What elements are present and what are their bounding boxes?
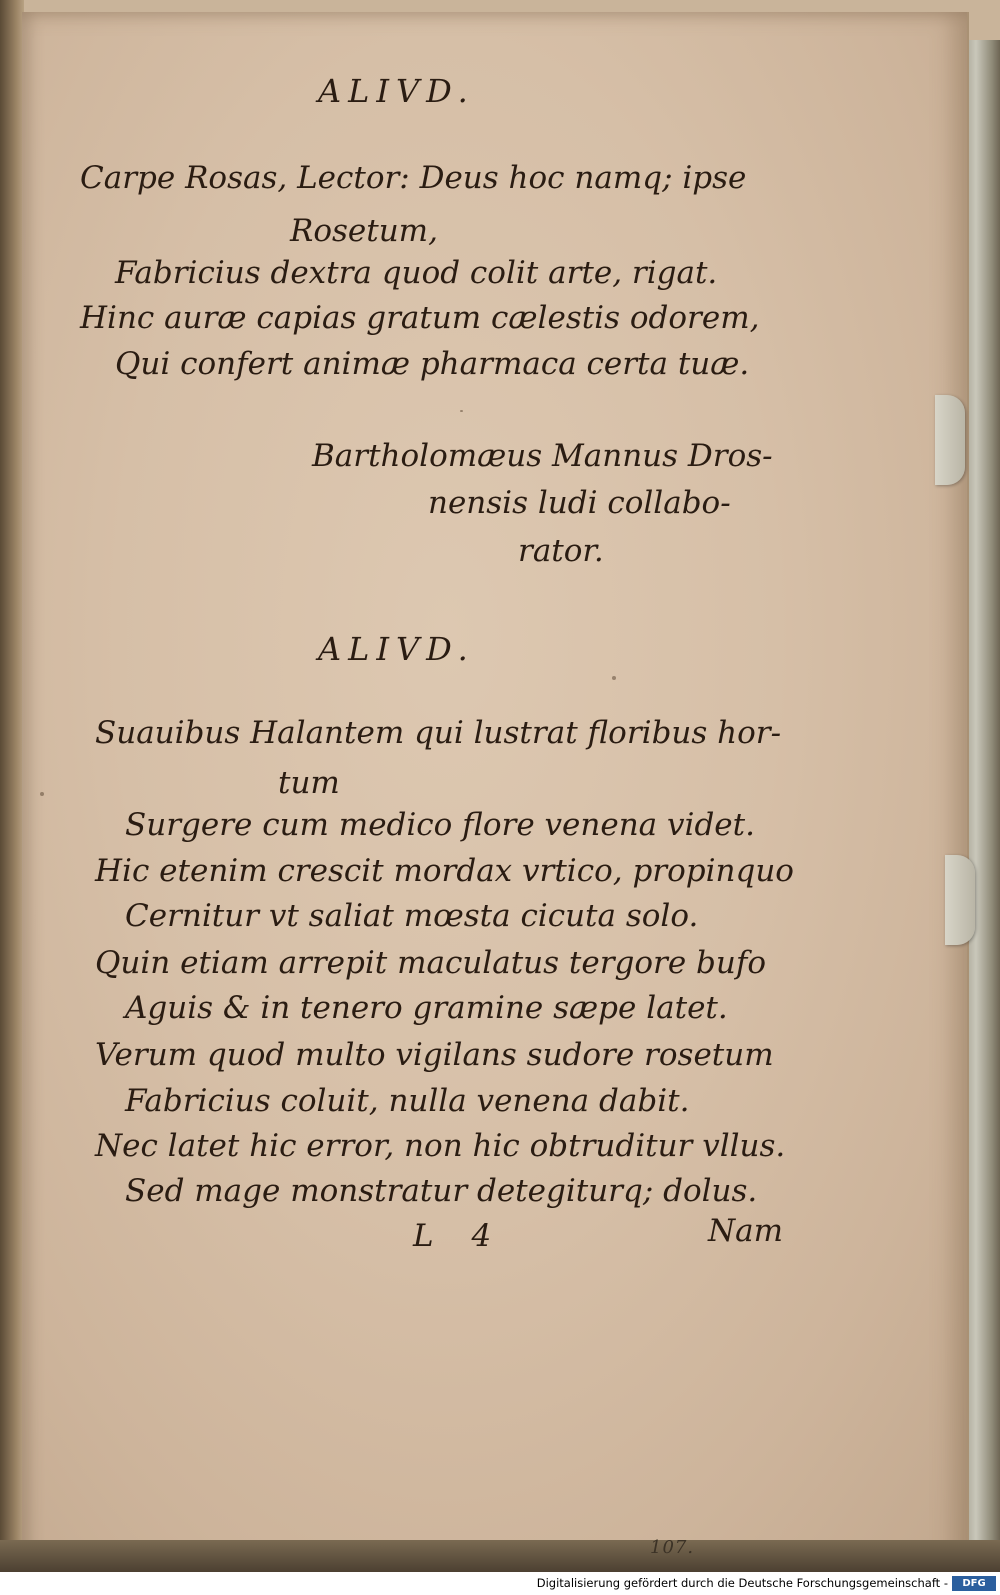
binding-edge [0, 0, 24, 1572]
page-tab-lower [945, 855, 975, 945]
poem-1-line: Qui confert animæ pharmaca certa tuæ. [115, 346, 750, 382]
signature-line: Bartholomæus Mannus Dros- [312, 438, 773, 474]
poem-2-line: Cernitur vt saliat mœsta cicuta solo. [125, 898, 699, 934]
signature-mark: L 4 [413, 1218, 506, 1254]
heading-aliud-2: ALIVD. [318, 630, 475, 668]
poem-2-line: Suauibus Halantem qui lustrat floribus hor- [95, 715, 782, 751]
signature-line: nensis ludi collabo- [428, 485, 731, 521]
poem-2-line: Sed mage monstratur detegiturq; dolus. [125, 1173, 758, 1209]
poem-2-line: Hic etenim crescit mordax vrtico, propinquo [95, 853, 794, 889]
book-page [22, 12, 969, 1567]
poem-2-line: Nec latet hic error, non hic obtruditur vllus. [95, 1128, 786, 1164]
paper-speck [460, 410, 463, 412]
signature-line: rator. [518, 533, 604, 569]
poem-2-line: Verum quod multo vigilans sudore rosetum [95, 1037, 774, 1073]
poem-1-line: Rosetum, [290, 213, 438, 249]
catchword: Nam [708, 1213, 784, 1249]
paper-speck [612, 676, 616, 680]
bottom-page-number: 107. [650, 1537, 695, 1558]
poem-2-line: Fabricius coluit, nulla venena dabit. [125, 1083, 690, 1119]
heading-aliud-1: ALIVD. [318, 72, 475, 110]
page-tab-upper [935, 395, 965, 485]
poem-2-line: Surgere cum medico flore venena videt. [125, 807, 755, 843]
dfg-logo-icon: DFG [952, 1576, 996, 1591]
poem-2-line: tum [278, 765, 340, 801]
poem-2-line: Aguis & in tenero gramine sæpe latet. [125, 990, 728, 1026]
poem-1-line: Carpe Rosas, Lector: Deus hoc namq; ipse [80, 160, 747, 196]
page-bottom-edge [0, 1540, 1000, 1572]
poem-1-line: Hinc auræ capias gratum cælestis odorem, [80, 300, 760, 336]
paper-speck [40, 792, 44, 796]
poem-2-line: Quin etiam arrepit maculatus tergore bufo [95, 945, 766, 981]
funding-credit: Digitalisierung gefördert durch die Deutsche Forschungsgemeinschaft - [536, 1576, 948, 1590]
poem-1-line: Fabricius dextra quod colit arte, rigat. [115, 255, 718, 291]
footer-bar [0, 1572, 1000, 1595]
